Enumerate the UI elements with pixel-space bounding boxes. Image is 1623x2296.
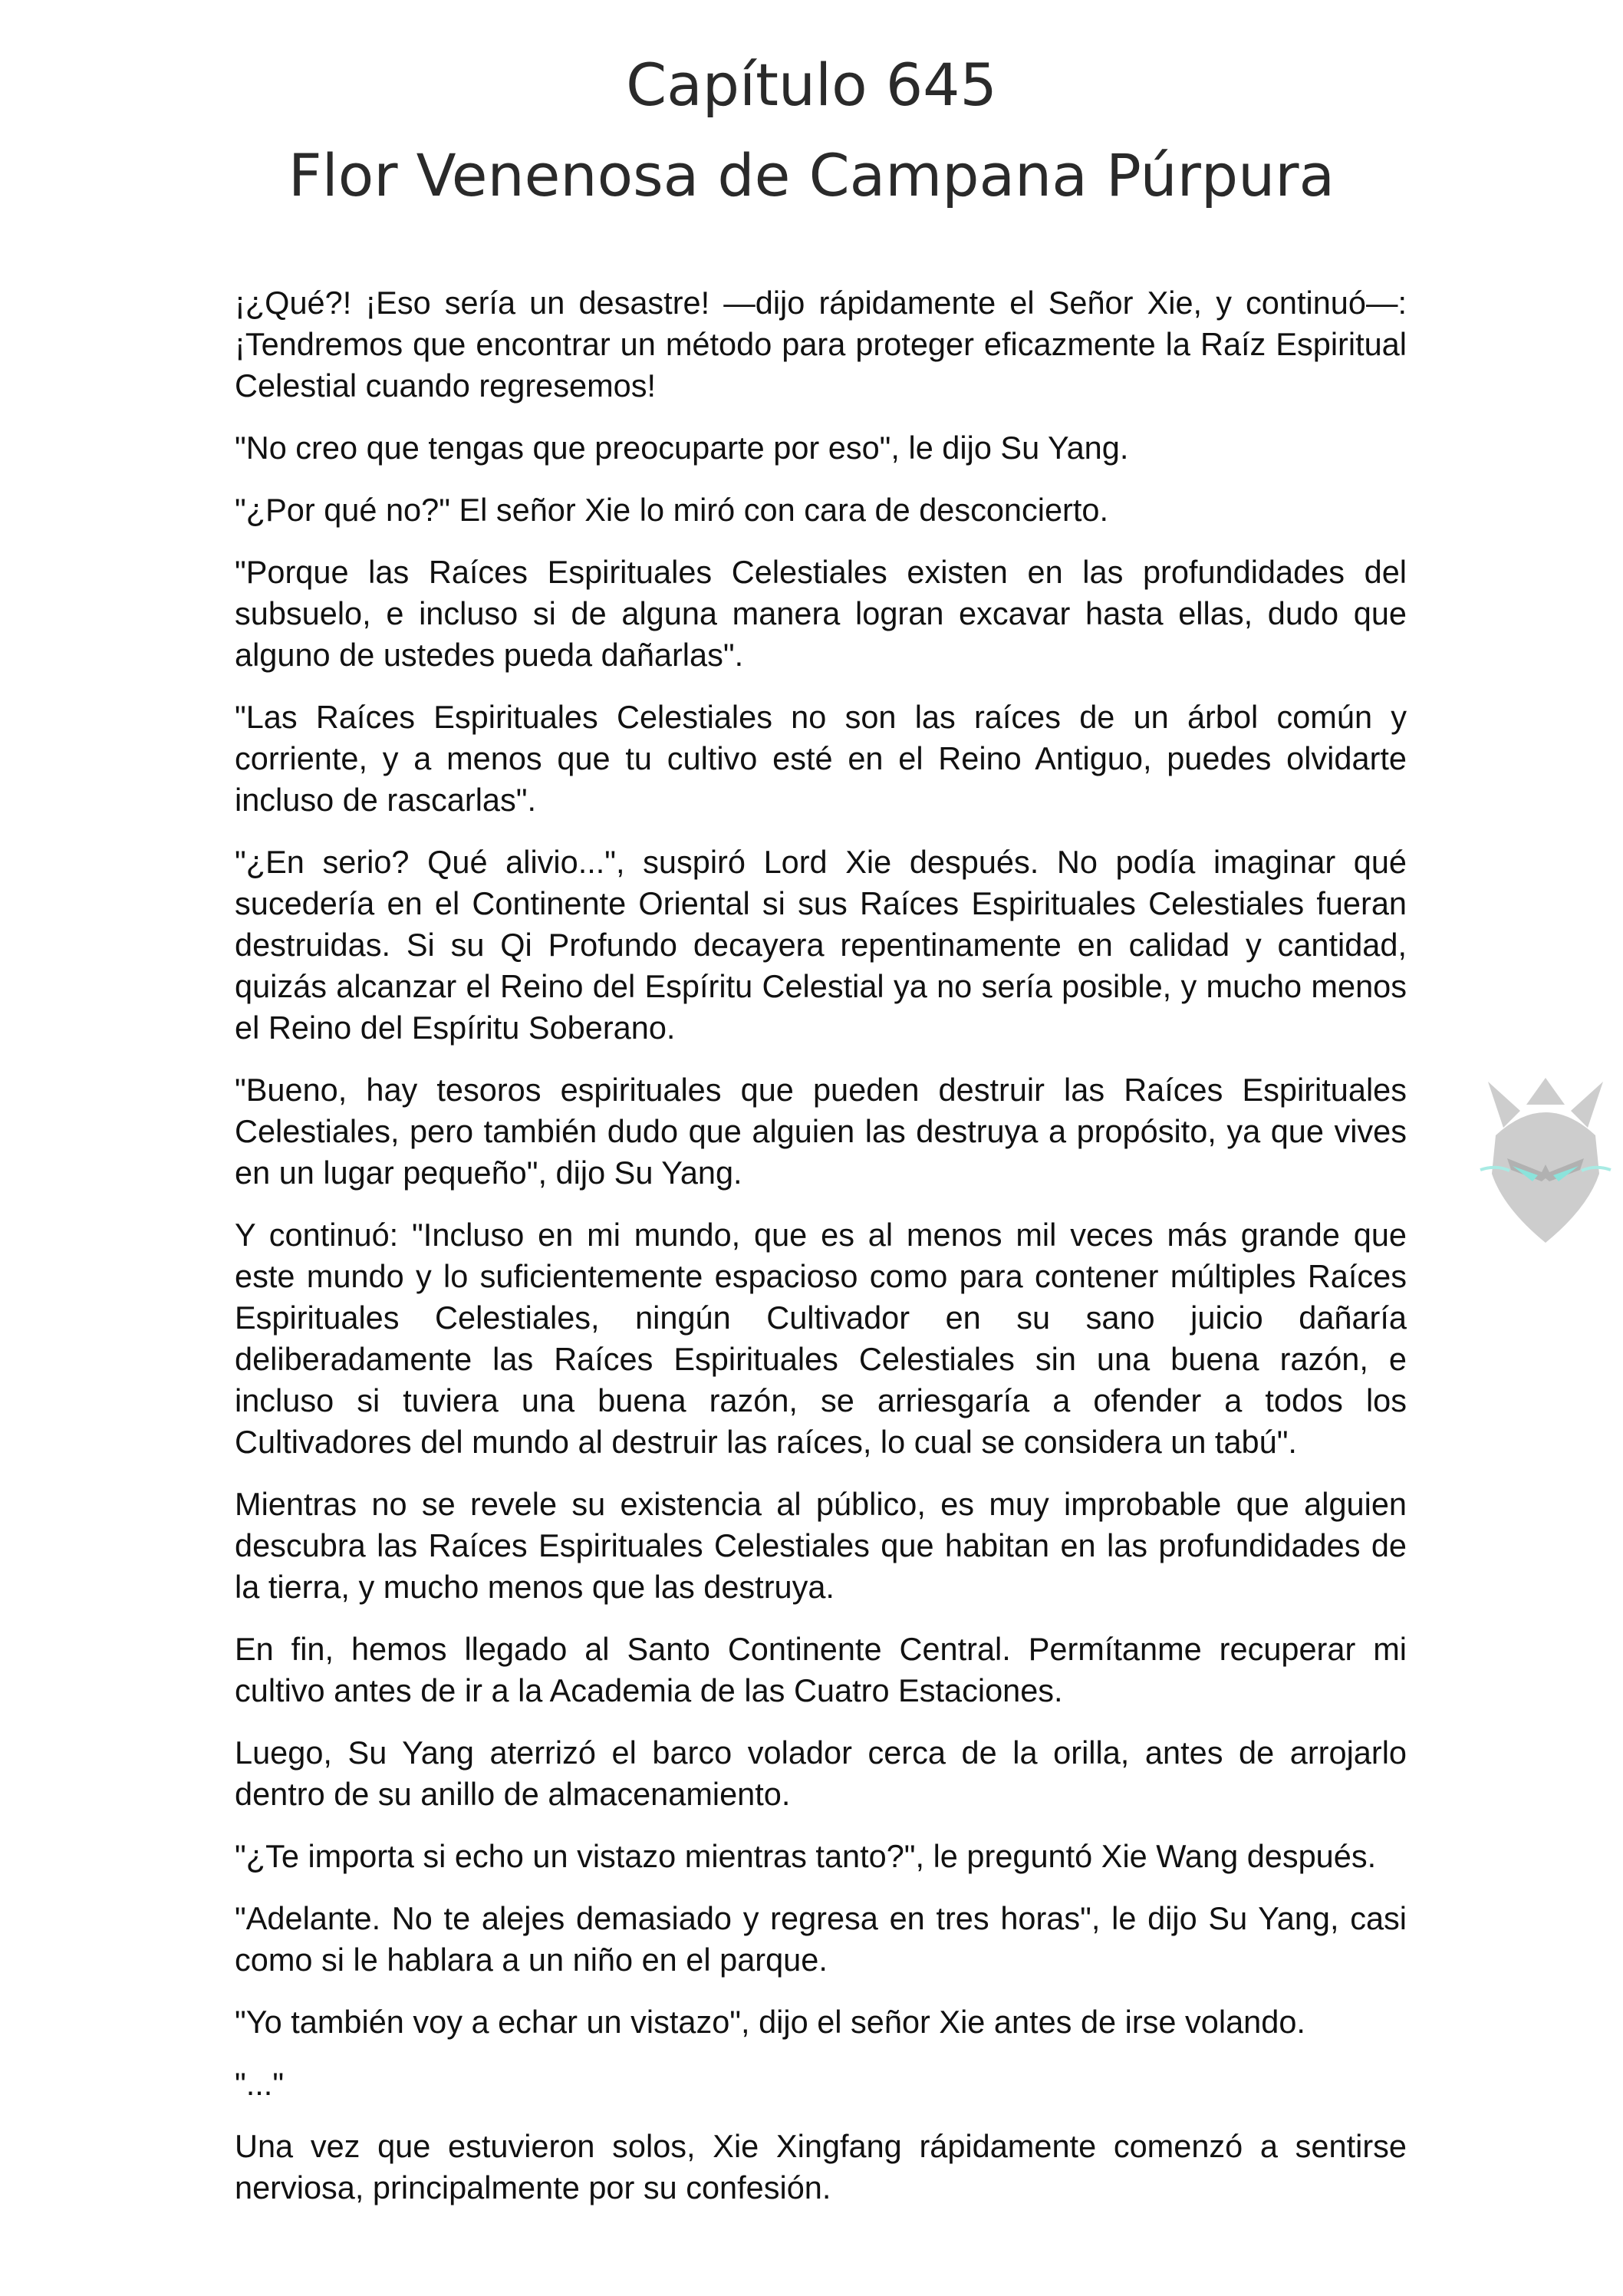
paragraph: "Adelante. No te alejes demasiado y regresa en tres horas", le dijo Su Yang, casi como si le hablara a un niño en el parque.	[235, 1900, 1407, 1978]
paragraph: Y continuó: "Incluso en mi mundo, que es al menos mil veces más grande que este mundo y lo suficientemente espacioso como para contener múltiples Raíces Espirituales Celestiales, ningún Cultivador en su sano juicio dañaría deliberadamente las Raíces Espirituales Celestiales sin una buena razón, e incluso si tuviera una buena razón, se arriesgaría a ofender a todos los Cultivadores del mundo al destruir las raíces, lo cual se considera un tabú".	[235, 1217, 1407, 1460]
chapter-body	[235, 282, 1407, 2229]
paragraph: "Las Raíces Espirituales Celestiales no son las raíces de un árbol común y corriente, y a menos que tu cultivo esté en el Reino Antiguo, puedes olvidarte incluso de rascarlas".	[235, 699, 1407, 818]
paragraph: Mientras no se revele su existencia al público, es muy improbable que alguien descubra las Raíces Espirituales Celestiales que habitan en las profundidades de la tierra, y mucho menos que las destruya.	[235, 1486, 1407, 1605]
paragraph: "Bueno, hay tesoros espirituales que pueden destruir las Raíces Espirituales Celestiales, pero también dudo que alguien las destruya a propósito, ya que vives en un lugar pequeño", dijo Su Yang.	[235, 1072, 1407, 1191]
paragraph: ¡¿Qué?! ¡Eso sería un desastre! —dijo rápidamente el Señor Xie, y continuó—: ¡Tendremos que encontrar un método para proteger eficazmente la Raíz Espiritual Celestial cuando regresemos!	[235, 285, 1407, 404]
paragraph: "¿En serio? Qué alivio...", suspiró Lord Xie después. No podía imaginar qué sucedería en el Continente Oriental si sus Raíces Espirituales Celestiales fueran destruidas. Si su Qi Profundo decayera repentinamente en calidad y cantidad, quizás alcanzar el Reino del Espíritu Celestial ya no sería posible, y mucho menos el Reino del Espíritu Soberano.	[235, 844, 1407, 1046]
paragraph: Luego, Su Yang aterrizó el barco volador cerca de la orilla, antes de arrojarlo dentro de su anillo de almacenamiento.	[235, 1734, 1407, 1812]
paragraph: "..."	[235, 2066, 285, 2102]
chapter-title: Flor Venenosa de Campana Púrpura	[288, 141, 1335, 209]
paragraph: "Porque las Raíces Espirituales Celestiales existen en las profundidades del subsuelo, e incluso si de alguna manera logran excavar hasta ellas, dudo que alguno de ustedes pueda dañarlas".	[235, 554, 1407, 673]
paragraph: "Yo también voy a echar un vistazo", dijo el señor Xie antes de irse volando.	[235, 2004, 1305, 2040]
chapter-heading	[0, 40, 1623, 221]
paragraph: Una vez que estuvieron solos, Xie Xingfang rápidamente comenzó a sentirse nerviosa, principalmente por su confesión.	[235, 2128, 1407, 2205]
paragraph: "¿Te importa si echo un vistazo mientras tanto?", le preguntó Xie Wang después.	[235, 1838, 1377, 1874]
paragraph: En fin, hemos llegado al Santo Continente Central. Permítanme recuperar mi cultivo antes de ir a la Academia de las Cuatro Estaciones.	[235, 1631, 1407, 1708]
paragraph: "¿Por qué no?" El señor Xie lo miró con cara de desconcierto.	[235, 492, 1109, 528]
chapter-number: Capítulo 645	[626, 51, 997, 119]
demon-head-icon	[1473, 1074, 1618, 1250]
paragraph: "No creo que tengas que preocuparte por eso", le dijo Su Yang.	[235, 430, 1129, 466]
